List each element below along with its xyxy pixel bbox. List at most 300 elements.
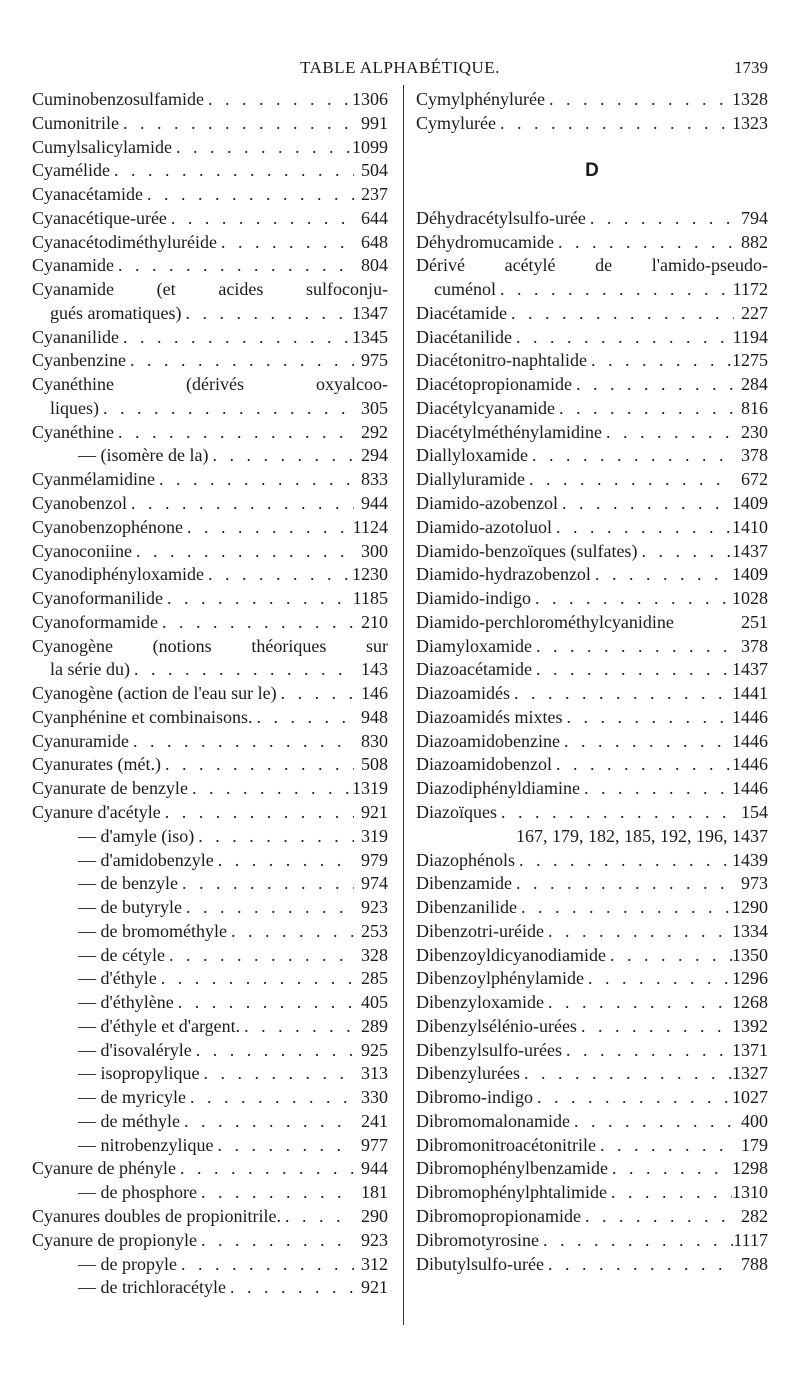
leader-dots bbox=[99, 397, 354, 421]
index-entry bbox=[416, 349, 768, 373]
entry-page-number: 1345 bbox=[352, 326, 388, 347]
index-entry bbox=[32, 1062, 388, 1086]
entry-label: Cyanoformamide bbox=[32, 611, 158, 632]
leader-dots bbox=[119, 112, 354, 136]
leader-dots bbox=[126, 349, 354, 373]
index-entry bbox=[416, 1134, 768, 1158]
leader-dots bbox=[130, 658, 354, 682]
entry-page-number: 1290 bbox=[732, 897, 768, 918]
entry-page-number: 1099 bbox=[352, 136, 388, 157]
index-entry bbox=[32, 254, 388, 278]
index-entry bbox=[416, 540, 768, 564]
entry-page-number: 1350 bbox=[732, 944, 768, 965]
entry-label: — (isomère de la) bbox=[78, 445, 209, 466]
leader-dots bbox=[281, 1205, 354, 1229]
leader-dots bbox=[214, 849, 354, 873]
leader-dots bbox=[197, 1229, 354, 1253]
entry-page-number: 944 bbox=[361, 1158, 388, 1179]
entry-label: Diacétylméthénylamidine bbox=[416, 421, 602, 442]
index-entry bbox=[416, 1205, 768, 1229]
entry-page-number: 788 bbox=[741, 1253, 768, 1274]
leader-dots bbox=[192, 1039, 354, 1063]
entry-label: Diallyloxamide bbox=[416, 445, 528, 466]
index-entry bbox=[32, 1181, 388, 1205]
index-column-left bbox=[32, 88, 388, 1300]
leader-dots bbox=[119, 326, 352, 350]
entry-label: cuménol bbox=[434, 279, 496, 300]
entry-page-number: 290 bbox=[361, 1205, 388, 1226]
entry-label: Cyanure de phényle bbox=[32, 1158, 176, 1179]
index-entry bbox=[32, 967, 388, 991]
leader-dots bbox=[544, 1253, 734, 1277]
entry-page-number: 330 bbox=[361, 1087, 388, 1108]
entry-label: Cuminobenzosulfamide bbox=[32, 89, 204, 109]
leader-dots bbox=[562, 1039, 732, 1063]
index-entry bbox=[416, 302, 768, 326]
entry-page-number: 230 bbox=[741, 421, 768, 442]
entry-page-number: 1347 bbox=[352, 302, 388, 323]
entry-label: Cumonitrile bbox=[32, 112, 119, 133]
entry-label: Dibenzylurées bbox=[416, 1063, 520, 1084]
leader-dots bbox=[496, 278, 733, 302]
index-entry bbox=[416, 444, 768, 468]
entry-page-number: 312 bbox=[361, 1253, 388, 1274]
index-entry bbox=[32, 872, 388, 896]
entry-page-number: 948 bbox=[361, 706, 388, 727]
index-entry bbox=[32, 611, 388, 635]
entry-page-number: 923 bbox=[361, 1229, 388, 1250]
index-entry bbox=[32, 1253, 388, 1277]
column-divider bbox=[403, 85, 404, 1325]
index-entry bbox=[416, 468, 768, 492]
index-entry bbox=[32, 136, 388, 160]
entry-label: Diazoacétamide bbox=[416, 659, 532, 680]
index-entry bbox=[32, 1205, 388, 1229]
entry-label: Cymylurée bbox=[416, 112, 496, 133]
leader-dots bbox=[554, 231, 734, 255]
entry-page-number: 1437 bbox=[732, 540, 768, 561]
leader-dots bbox=[512, 326, 733, 350]
entry-page-number: 1296 bbox=[732, 968, 768, 989]
leader-dots bbox=[227, 920, 354, 944]
entry-label: Dibromotyrosine bbox=[416, 1229, 539, 1250]
index-entry bbox=[32, 231, 388, 255]
entry-label: Diazophénols bbox=[416, 849, 515, 870]
entry-page-number: 378 bbox=[741, 445, 768, 466]
entry-label: Cyanmélamidine bbox=[32, 469, 155, 490]
entry-page-number: 794 bbox=[741, 207, 768, 228]
entry-page-number: 1172 bbox=[732, 279, 768, 300]
leader-dots bbox=[172, 136, 352, 160]
leader-dots bbox=[544, 920, 732, 944]
entry-label: — de butyryle bbox=[78, 897, 182, 918]
index-entry bbox=[32, 563, 388, 587]
index-entry bbox=[32, 421, 388, 445]
leader-dots bbox=[174, 991, 354, 1015]
entry-page-number: 1124 bbox=[352, 516, 388, 537]
leader-dots bbox=[496, 112, 732, 136]
leader-dots bbox=[602, 421, 734, 445]
index-entry bbox=[416, 421, 768, 445]
leader-dots bbox=[204, 88, 352, 112]
entry-label: Dibenzylsélénio-urées bbox=[416, 1015, 577, 1036]
leader-dots bbox=[591, 563, 732, 587]
entry-page-number: 313 bbox=[361, 1063, 388, 1084]
leader-dots bbox=[114, 421, 354, 445]
entry-page-number: 1327 bbox=[732, 1063, 768, 1084]
index-entry bbox=[416, 753, 768, 777]
leader-dots bbox=[608, 1157, 732, 1181]
entry-label: Diazoamidés mixtes bbox=[416, 706, 563, 727]
entry-label: Cyanodiphényloxamide bbox=[32, 564, 204, 585]
index-entry bbox=[416, 849, 768, 873]
entry-page-number: 1446 bbox=[732, 778, 768, 799]
entry-page-number: 1392 bbox=[732, 1015, 768, 1036]
index-entry bbox=[32, 825, 388, 849]
entry-page-number: 328 bbox=[361, 944, 388, 965]
entry-page-number: 882 bbox=[741, 231, 768, 252]
entry-label: Diamido-azotoluol bbox=[416, 516, 552, 537]
leader-dots bbox=[182, 896, 354, 920]
leader-dots bbox=[178, 872, 354, 896]
entry-label: Cyanurate de benzyle bbox=[32, 778, 188, 799]
entry-label: Cyanéthine bbox=[32, 421, 114, 442]
entry-page-number: 284 bbox=[741, 374, 768, 395]
entry-page-number: 1437 bbox=[732, 659, 768, 680]
leader-dots bbox=[200, 1062, 355, 1086]
leader-dots bbox=[532, 658, 732, 682]
entry-page-number: 830 bbox=[361, 730, 388, 751]
entry-label: — d'éthylène bbox=[78, 992, 174, 1013]
entry-page-number: 504 bbox=[361, 160, 388, 181]
entry-page-number: 923 bbox=[361, 897, 388, 918]
entry-label: Cyanures doubles de propionitrile. bbox=[32, 1205, 281, 1226]
entry-label: Cyanurates (mét.) bbox=[32, 754, 161, 775]
entry-page-number: 179 bbox=[741, 1134, 768, 1155]
leader-dots bbox=[586, 207, 734, 231]
entry-label: Diacétopropionamide bbox=[416, 374, 572, 395]
leader-dots bbox=[581, 1205, 734, 1229]
entry-label: Dibenzamide bbox=[416, 873, 512, 894]
index-entry bbox=[416, 801, 768, 825]
index-entry bbox=[32, 326, 388, 350]
page-header bbox=[30, 58, 770, 82]
index-entry bbox=[32, 682, 388, 706]
leader-dots bbox=[572, 373, 734, 397]
entry-label: Diazoamidobenzine bbox=[416, 730, 560, 751]
index-entry bbox=[32, 1134, 388, 1158]
leader-dots bbox=[544, 991, 732, 1015]
entry-page-number: 154 bbox=[741, 801, 768, 822]
entry-label: Diamido-perchlorométhylcyanidine bbox=[416, 611, 674, 632]
entry-label: Dibromomalonamide bbox=[416, 1110, 570, 1131]
entry-page-number: 289 bbox=[361, 1015, 388, 1036]
index-entry bbox=[416, 587, 768, 611]
index-entry bbox=[32, 706, 388, 730]
entry-label: — de propyle bbox=[78, 1253, 177, 1274]
index-entry bbox=[416, 920, 768, 944]
leader-dots bbox=[560, 730, 732, 754]
entry-label: Dibromophénylbenzamide bbox=[416, 1158, 608, 1179]
index-entry bbox=[416, 706, 768, 730]
entry-page-number: 300 bbox=[361, 540, 388, 561]
leader-dots bbox=[596, 1134, 734, 1158]
index-entry bbox=[32, 468, 388, 492]
index-entry bbox=[32, 658, 388, 682]
entry-label: Cyanure de propionyle bbox=[32, 1229, 197, 1250]
leader-dots bbox=[517, 896, 732, 920]
leader-dots bbox=[533, 1086, 732, 1110]
leader-dots bbox=[217, 231, 354, 255]
index-entry bbox=[416, 231, 768, 255]
leader-dots bbox=[531, 587, 732, 611]
entry-label: Cumylsalicylamide bbox=[32, 136, 172, 157]
entry-label: Déhydromucamide bbox=[416, 231, 554, 252]
entry-page-number: 979 bbox=[361, 849, 388, 870]
entry-label: Cyanphénine et combinaisons. bbox=[32, 706, 253, 727]
leader-dots bbox=[181, 302, 352, 326]
entry-page-number: 251 bbox=[741, 611, 768, 632]
leader-dots bbox=[497, 801, 734, 825]
leader-dots bbox=[186, 1086, 354, 1110]
entry-page-number: 1323 bbox=[732, 112, 768, 133]
entry-label: Diacétonitro-naphtalide bbox=[416, 350, 587, 371]
leader-dots bbox=[525, 468, 734, 492]
index-entry bbox=[32, 159, 388, 183]
entry-label: Dibutylsulfo-urée bbox=[416, 1253, 544, 1274]
index-entry-text: Dérivé acétylé de l'amido-pseudo- bbox=[416, 255, 768, 276]
leader-dots bbox=[197, 1181, 354, 1205]
leader-dots bbox=[163, 587, 353, 611]
section-letter: D bbox=[585, 160, 599, 182]
entry-page-number: 1439 bbox=[732, 849, 768, 870]
entry-label: Diamido-indigo bbox=[416, 588, 531, 609]
entry-page-number: 1306 bbox=[352, 89, 388, 109]
index-entry bbox=[32, 730, 388, 754]
index-entry bbox=[32, 777, 388, 801]
leader-dots bbox=[176, 1157, 354, 1181]
leader-dots bbox=[240, 1015, 354, 1039]
leader-dots bbox=[155, 468, 354, 492]
index-entry bbox=[32, 1086, 388, 1110]
entry-label: Diamido-benzoïques (sulfates) bbox=[416, 540, 638, 561]
entry-page-number: 973 bbox=[741, 873, 768, 894]
leader-dots bbox=[165, 944, 354, 968]
entry-page-number: 319 bbox=[361, 825, 388, 846]
entry-label: Diamido-azobenzol bbox=[416, 493, 558, 514]
leader-dots bbox=[512, 872, 734, 896]
entry-label: — de trichloracétyle bbox=[78, 1277, 226, 1298]
entry-page-number: 294 bbox=[361, 445, 388, 466]
entry-label: — d'amyle (iso) bbox=[78, 825, 195, 846]
index-entry-text: Cyanogène (notions théoriques sur bbox=[32, 635, 388, 656]
index-entry bbox=[416, 112, 768, 136]
entry-page-number: 143 bbox=[361, 659, 388, 680]
index-entry bbox=[416, 1181, 768, 1205]
entry-page-number: 1441 bbox=[732, 683, 768, 704]
entry-page-number: 1334 bbox=[732, 920, 768, 941]
entry-page-number: 227 bbox=[741, 302, 768, 323]
entry-page-number: 1446 bbox=[732, 706, 768, 727]
leader-dots bbox=[157, 967, 354, 991]
entry-label: Dibenzanilide bbox=[416, 897, 517, 918]
index-page-list: 167, 179, 182, 185, 192, 196, 1437 bbox=[516, 825, 768, 846]
index-entry bbox=[416, 991, 768, 1015]
entry-label: liques) bbox=[50, 397, 99, 418]
leader-dots bbox=[143, 183, 354, 207]
entry-label: Diamyloxamide bbox=[416, 635, 532, 656]
index-entry bbox=[416, 563, 768, 587]
index-entry bbox=[416, 1253, 768, 1277]
entry-label: Diacétamide bbox=[416, 302, 507, 323]
index-entry bbox=[32, 944, 388, 968]
entry-label: Cyanacétique-urée bbox=[32, 207, 167, 228]
leader-dots bbox=[587, 349, 732, 373]
entry-label: Cyananilide bbox=[32, 326, 119, 347]
index-entry bbox=[32, 397, 388, 421]
entry-page-number: 292 bbox=[361, 421, 388, 442]
leader-dots bbox=[177, 1253, 354, 1277]
entry-label: Cyanure d'acétyle bbox=[32, 801, 161, 822]
index-entry bbox=[416, 326, 768, 350]
leader-dots bbox=[180, 1110, 354, 1134]
entry-page-number: 1371 bbox=[732, 1039, 768, 1060]
entry-page-number: 181 bbox=[361, 1182, 388, 1203]
entry-page-number: 378 bbox=[741, 635, 768, 656]
index-entry bbox=[32, 88, 388, 112]
entry-label: Cyanobenzophénone bbox=[32, 516, 183, 537]
index-entry bbox=[32, 492, 388, 516]
entry-page-number: 1194 bbox=[732, 326, 768, 347]
entry-page-number: 1230 bbox=[352, 564, 388, 585]
index-entry bbox=[416, 397, 768, 421]
leader-dots bbox=[226, 1276, 354, 1300]
leader-dots bbox=[532, 635, 734, 659]
entry-label: Diacétanilide bbox=[416, 326, 512, 347]
index-entry bbox=[32, 183, 388, 207]
entry-page-number: 305 bbox=[361, 397, 388, 418]
entry-label: Diamido-hydrazobenzol bbox=[416, 564, 591, 585]
entry-page-number: 1410 bbox=[732, 516, 768, 537]
index-entry bbox=[416, 1062, 768, 1086]
index-entry bbox=[416, 1157, 768, 1181]
index-entry bbox=[32, 207, 388, 231]
leader-dots bbox=[552, 516, 732, 540]
leader-dots bbox=[510, 682, 732, 706]
entry-label: Diazoïques bbox=[416, 801, 497, 822]
entry-label: Cyanacétodiméthyluréide bbox=[32, 231, 217, 252]
index-entry bbox=[32, 991, 388, 1015]
entry-page-number: 253 bbox=[361, 920, 388, 941]
index-entry bbox=[32, 112, 388, 136]
entry-label: la série du) bbox=[50, 659, 130, 680]
entry-page-number: 1319 bbox=[352, 778, 388, 799]
leader-dots bbox=[161, 753, 354, 777]
entry-page-number: 1117 bbox=[733, 1229, 768, 1250]
leader-dots bbox=[562, 706, 732, 730]
index-entry bbox=[416, 896, 768, 920]
entry-label: Cyanoformanilide bbox=[32, 588, 163, 609]
entry-page-number: 648 bbox=[361, 231, 388, 252]
leader-dots bbox=[127, 492, 354, 516]
index-entry bbox=[416, 967, 768, 991]
page-number: 1739 bbox=[734, 58, 768, 77]
index-entry bbox=[416, 777, 768, 801]
index-entry bbox=[416, 373, 768, 397]
entry-page-number: 804 bbox=[361, 255, 388, 276]
entry-page-number: 1298 bbox=[732, 1158, 768, 1179]
index-entry bbox=[32, 302, 388, 326]
entry-label: Diacétylcyanamide bbox=[416, 397, 555, 418]
index-entry bbox=[416, 1086, 768, 1110]
leader-dots bbox=[132, 540, 354, 564]
entry-page-number: 925 bbox=[361, 1039, 388, 1060]
entry-label: Cyamélide bbox=[32, 160, 110, 181]
entry-page-number: 237 bbox=[361, 184, 388, 205]
entry-label: Cymylphénylurée bbox=[416, 89, 545, 109]
index-entry bbox=[32, 444, 388, 468]
leader-dots bbox=[158, 611, 354, 635]
entry-label: Diazodiphényldiamine bbox=[416, 778, 580, 799]
leader-dots bbox=[183, 516, 353, 540]
index-entry bbox=[32, 587, 388, 611]
entry-label: Dibromonitroacétonitrile bbox=[416, 1134, 596, 1155]
entry-page-number: 816 bbox=[741, 397, 768, 418]
leader-dots bbox=[161, 801, 354, 825]
leader-dots bbox=[570, 1110, 734, 1134]
index-entry bbox=[32, 540, 388, 564]
entry-label: — d'isovaléryle bbox=[78, 1039, 192, 1060]
leader-dots bbox=[507, 302, 734, 326]
entry-label: Dibenzotri-uréide bbox=[416, 920, 544, 941]
entry-page-number: 1275 bbox=[732, 350, 768, 371]
index-entry bbox=[32, 849, 388, 873]
leader-dots bbox=[552, 753, 732, 777]
entry-label: Dibenzylsulfo-urées bbox=[416, 1039, 562, 1060]
index-entry bbox=[416, 1110, 768, 1134]
leader-dots bbox=[584, 967, 732, 991]
leader-dots bbox=[110, 159, 354, 183]
entry-label: Diallyluramide bbox=[416, 469, 525, 490]
entry-page-number: 974 bbox=[361, 873, 388, 894]
entry-page-number: 1446 bbox=[732, 730, 768, 751]
index-entry bbox=[32, 516, 388, 540]
entry-page-number: 400 bbox=[741, 1110, 768, 1131]
index-entry bbox=[32, 1039, 388, 1063]
index-entry bbox=[416, 492, 768, 516]
entry-page-number: 1027 bbox=[732, 1087, 768, 1108]
index-entry-text: Cyanamide (et acides sulfoconju- bbox=[32, 279, 388, 300]
blank-line bbox=[416, 183, 768, 207]
entry-page-number: 1409 bbox=[732, 564, 768, 585]
index-entry bbox=[416, 1039, 768, 1063]
entry-label: Dibromo-indigo bbox=[416, 1087, 533, 1108]
entry-page-number: 241 bbox=[361, 1110, 388, 1131]
entry-label: — d'éthyle bbox=[78, 968, 157, 989]
entry-label: Diazoamidobenzol bbox=[416, 754, 552, 775]
entry-label: Dibenzoylphénylamide bbox=[416, 968, 584, 989]
entry-label: — de méthyle bbox=[78, 1110, 180, 1131]
entry-page-number: 508 bbox=[361, 754, 388, 775]
entry-page-number: 921 bbox=[361, 801, 388, 822]
leader-dots bbox=[555, 397, 734, 421]
entry-label: — isopropylique bbox=[78, 1063, 200, 1084]
leader-dots bbox=[194, 825, 354, 849]
index-column-right bbox=[416, 88, 768, 1276]
entry-page-number: 672 bbox=[741, 469, 768, 490]
leader-dots bbox=[606, 944, 732, 968]
entry-label: Cyanbenzine bbox=[32, 350, 126, 371]
